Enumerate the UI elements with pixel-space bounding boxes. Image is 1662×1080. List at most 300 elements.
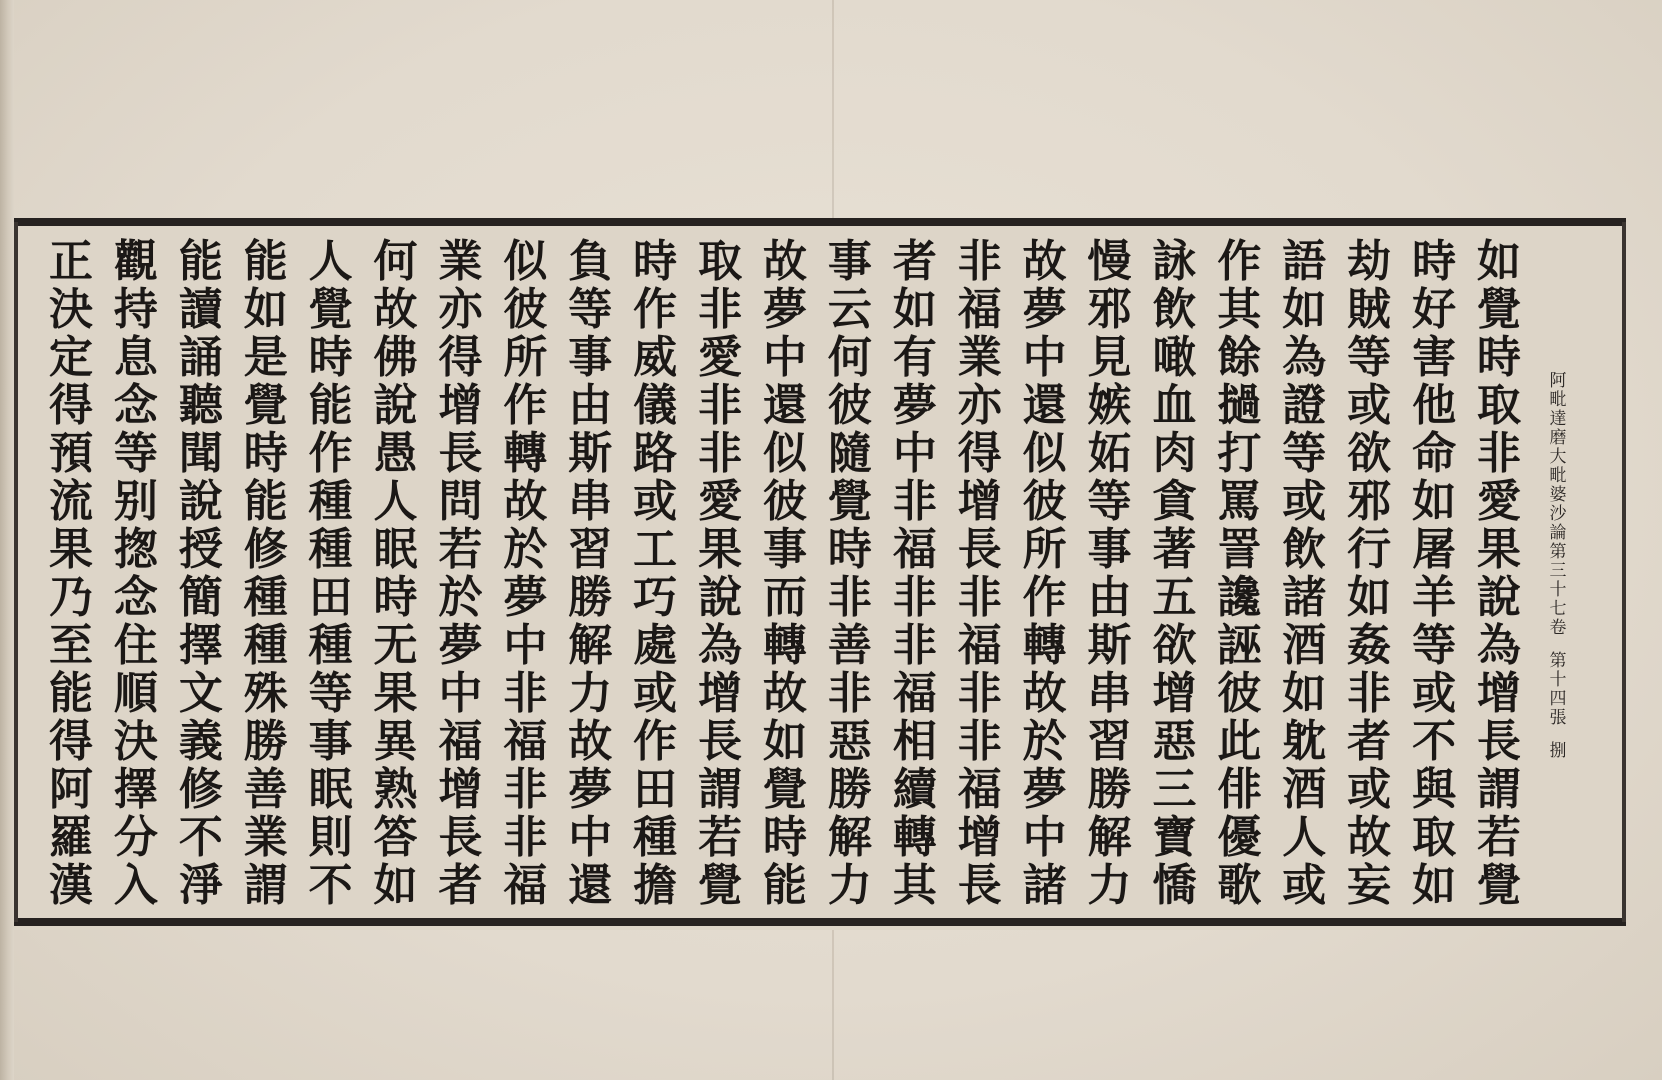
glyph: 串	[1087, 668, 1132, 719]
glyph: 酒	[1282, 764, 1327, 815]
glyph: 賊	[1347, 284, 1392, 335]
glyph: 種	[308, 476, 353, 527]
glyph: 三	[1152, 764, 1197, 815]
margin-glyph: 論	[1549, 523, 1567, 543]
glyph: 害	[1412, 332, 1457, 383]
glyph: 飲	[1152, 284, 1197, 335]
glyph: 非	[503, 668, 548, 719]
glyph: 得	[438, 332, 483, 383]
margin-title	[1538, 372, 1578, 761]
glyph: 命	[1412, 428, 1457, 479]
border-rule-left	[14, 222, 18, 922]
glyph: 佛	[373, 332, 418, 383]
glyph: 轉	[763, 620, 807, 671]
border-rule-right	[1622, 222, 1626, 922]
glyph: 聽	[178, 380, 223, 431]
glyph: 諸	[1022, 860, 1067, 911]
glyph: 故	[763, 668, 807, 719]
glyph: 覺	[308, 284, 353, 335]
glyph: 羅	[49, 812, 93, 863]
glyph: 增	[957, 476, 1002, 527]
glyph: 能	[763, 860, 807, 911]
glyph: 長	[438, 428, 483, 479]
glyph: 等	[1282, 428, 1327, 479]
glyph: 得	[49, 380, 93, 431]
glyph: 作	[308, 428, 353, 479]
glyph: 讒	[1217, 572, 1262, 623]
glyph: 飲	[1282, 524, 1327, 575]
glyph: 惡	[827, 716, 872, 767]
glyph: 嫉	[1087, 380, 1132, 431]
glyph: 如	[1412, 860, 1457, 911]
glyph: 定	[49, 332, 93, 383]
text-column	[949, 238, 1011, 910]
glyph: 非	[957, 572, 1002, 623]
glyph: 如	[892, 284, 937, 335]
glyph: 福	[957, 284, 1002, 335]
glyph: 勝	[827, 764, 872, 815]
glyph: 夢	[503, 572, 548, 623]
glyph: 非	[957, 668, 1002, 719]
text-column	[494, 238, 556, 910]
glyph: 轉	[892, 812, 937, 863]
glyph: 果	[373, 668, 418, 719]
glyph: 羊	[1412, 572, 1457, 623]
text-column	[1079, 238, 1141, 910]
margin-glyph: 第	[1549, 542, 1567, 562]
glyph: 非	[892, 572, 937, 623]
glyph: 五	[1152, 572, 1197, 623]
glyph: 血	[1152, 380, 1197, 431]
glyph: 慢	[1087, 236, 1132, 287]
glyph: 不	[1412, 716, 1457, 767]
glyph: 如	[1412, 476, 1457, 527]
glyph: 威	[633, 332, 678, 383]
text-column	[624, 238, 686, 910]
glyph: 諸	[1282, 572, 1327, 623]
glyph: 能	[243, 476, 288, 527]
glyph: 妄	[1347, 860, 1392, 911]
margin-glyph: 捌	[1549, 741, 1567, 761]
text-column	[1273, 238, 1335, 910]
glyph: 不	[178, 812, 223, 863]
text-columns	[40, 238, 1530, 910]
glyph: 者	[892, 236, 937, 287]
glyph: 寶	[1152, 812, 1197, 863]
glyph: 非	[892, 476, 937, 527]
glyph: 故	[763, 236, 807, 287]
glyph: 善	[827, 620, 872, 671]
glyph: 業	[243, 812, 288, 863]
glyph: 打	[1217, 428, 1262, 479]
glyph: 時	[633, 236, 678, 287]
glyph: 如	[1282, 668, 1327, 719]
glyph: 非	[503, 812, 548, 863]
glyph: 其	[892, 860, 937, 911]
glyph: 好	[1412, 284, 1457, 335]
text-column	[170, 238, 232, 910]
glyph: 中	[1022, 332, 1067, 383]
glyph: 長	[957, 860, 1002, 911]
glyph: 儀	[633, 380, 678, 431]
glyph: 說	[698, 572, 743, 623]
glyph: 故	[1347, 812, 1392, 863]
glyph: 於	[438, 572, 483, 623]
glyph: 增	[1477, 668, 1521, 719]
glyph: 或	[633, 668, 678, 719]
glyph: 見	[1087, 332, 1132, 383]
glyph: 殊	[243, 668, 288, 719]
glyph: 增	[698, 668, 743, 719]
glyph: 解	[1087, 812, 1132, 863]
glyph: 語	[1282, 236, 1327, 287]
glyph: 長	[957, 524, 1002, 575]
glyph: 能	[49, 668, 93, 719]
glyph: 屠	[1412, 524, 1457, 575]
glyph: 福	[503, 860, 548, 911]
glyph: 事	[1087, 524, 1132, 575]
glyph: 時	[763, 812, 807, 863]
glyph: 簡	[178, 572, 223, 623]
glyph: 邪	[1347, 476, 1392, 527]
glyph: 作	[633, 716, 678, 767]
glyph: 分	[113, 812, 158, 863]
margin-glyph: 第	[1549, 651, 1567, 671]
glyph: 念	[113, 572, 158, 623]
glyph: 福	[957, 620, 1002, 671]
glyph: 長	[698, 716, 743, 767]
glyph: 種	[243, 620, 288, 671]
text-column	[235, 238, 297, 910]
glyph: 彼	[827, 380, 872, 431]
glyph: 如	[243, 284, 288, 335]
glyph: 決	[113, 716, 158, 767]
glyph: 念	[113, 380, 158, 431]
text-column	[1468, 238, 1530, 910]
glyph: 入	[113, 860, 158, 911]
margin-mark	[1550, 742, 1567, 761]
glyph: 或	[1347, 764, 1392, 815]
glyph: 漢	[49, 860, 93, 911]
glyph: 亦	[957, 380, 1002, 431]
glyph: 或	[1412, 668, 1457, 719]
glyph: 著	[1152, 524, 1197, 575]
margin-volume	[1550, 543, 1567, 638]
glyph: 亦	[438, 284, 483, 335]
glyph: 果	[49, 524, 93, 575]
glyph: 何	[827, 332, 872, 383]
glyph: 力	[827, 860, 872, 911]
glyph: 此	[1217, 716, 1262, 767]
glyph: 其	[1217, 284, 1262, 335]
glyph: 如	[1282, 284, 1327, 335]
glyph: 路	[633, 428, 678, 479]
glyph: 續	[892, 764, 937, 815]
glyph: 覺	[1477, 284, 1521, 335]
text-column	[559, 238, 621, 910]
glyph: 作	[1022, 572, 1067, 623]
glyph: 事	[568, 332, 613, 383]
glyph: 若	[438, 524, 483, 575]
margin-glyph: 張	[1549, 708, 1567, 728]
glyph: 福	[892, 668, 937, 719]
glyph: 夢	[438, 620, 483, 671]
text-column	[300, 238, 362, 910]
glyph: 斯	[568, 428, 613, 479]
margin-glyph: 磨	[1549, 428, 1567, 448]
text-column	[884, 238, 946, 910]
glyph: 揔	[113, 524, 158, 575]
glyph: 是	[243, 332, 288, 383]
glyph: 異	[373, 716, 418, 767]
glyph: 順	[113, 668, 158, 719]
glyph: 欲	[1347, 428, 1392, 479]
margin-glyph: 毗	[1549, 390, 1567, 410]
glyph: 作	[1217, 236, 1262, 287]
glyph: 别	[113, 476, 158, 527]
glyph: 增	[957, 812, 1002, 863]
margin-glyph: 卷	[1549, 618, 1567, 638]
glyph: 果	[1477, 524, 1521, 575]
glyph: 巧	[633, 572, 678, 623]
glyph: 福	[957, 764, 1002, 815]
glyph: 非	[1477, 428, 1521, 479]
margin-glyph: 阿	[1549, 371, 1567, 391]
glyph: 夢	[568, 764, 613, 815]
margin-glyph: 毗	[1549, 466, 1567, 486]
text-column	[1403, 238, 1465, 910]
glyph: 故	[1022, 668, 1067, 719]
glyph: 時	[373, 572, 418, 623]
glyph: 謂	[698, 764, 743, 815]
glyph: 或	[1282, 476, 1327, 527]
glyph: 愛	[698, 476, 743, 527]
glyph: 時	[1477, 332, 1521, 383]
glyph: 至	[49, 620, 93, 671]
glyph: 種	[308, 620, 353, 671]
glyph: 非	[1347, 668, 1392, 719]
margin-glyph: 四	[1549, 689, 1567, 709]
text-column	[754, 238, 816, 910]
glyph: 取	[698, 236, 743, 287]
glyph: 習	[568, 524, 613, 575]
glyph: 還	[1022, 380, 1067, 431]
margin-glyph: 達	[1549, 409, 1567, 429]
glyph: 故	[568, 716, 613, 767]
glyph: 時	[243, 428, 288, 479]
glyph: 觀	[113, 236, 158, 287]
glyph: 授	[178, 524, 223, 575]
glyph: 誣	[1217, 620, 1262, 671]
glyph: 得	[49, 716, 93, 767]
glyph: 中	[892, 428, 937, 479]
glyph: 等	[1087, 476, 1132, 527]
glyph: 謂	[1477, 764, 1521, 815]
glyph: 非	[698, 284, 743, 335]
glyph: 與	[1412, 764, 1457, 815]
glyph: 彼	[1022, 476, 1067, 527]
glyph: 還	[568, 860, 613, 911]
glyph: 他	[1412, 380, 1457, 431]
glyph: 文	[178, 668, 223, 719]
glyph: 工	[633, 524, 678, 575]
glyph: 善	[243, 764, 288, 815]
glyph: 夢	[1022, 764, 1067, 815]
glyph: 證	[1282, 380, 1327, 431]
margin-work-title	[1550, 372, 1567, 543]
glyph: 還	[763, 380, 807, 431]
text-column	[1338, 238, 1400, 910]
glyph: 等	[1412, 620, 1457, 671]
glyph: 何	[373, 236, 418, 287]
glyph: 故	[503, 476, 548, 527]
glyph: 人	[1282, 812, 1327, 863]
glyph: 取	[1477, 380, 1521, 431]
glyph: 中	[438, 668, 483, 719]
glyph: 取	[1412, 812, 1457, 863]
glyph: 酒	[1282, 620, 1327, 671]
margin-glyph: 十	[1549, 580, 1567, 600]
glyph: 為	[1477, 620, 1521, 671]
glyph: 或	[633, 476, 678, 527]
glyph: 作	[633, 284, 678, 335]
glyph: 愛	[698, 332, 743, 383]
text-column	[365, 238, 427, 910]
glyph: 姦	[1347, 620, 1392, 671]
glyph: 正	[49, 236, 93, 287]
text-column	[819, 238, 881, 910]
glyph: 讀	[178, 284, 223, 335]
margin-glyph: 大	[1549, 447, 1567, 467]
glyph: 增	[438, 380, 483, 431]
glyph: 非	[698, 380, 743, 431]
glyph: 淨	[178, 860, 223, 911]
glyph: 轉	[503, 428, 548, 479]
glyph: 夢	[763, 284, 807, 335]
border-rule-top	[14, 218, 1626, 226]
glyph: 增	[1152, 668, 1197, 719]
glyph: 眠	[308, 764, 353, 815]
glyph: 愚	[373, 428, 418, 479]
glyph: 田	[308, 572, 353, 623]
glyph: 貪	[1152, 476, 1197, 527]
glyph: 種	[308, 524, 353, 575]
text-column	[429, 238, 491, 910]
glyph: 故	[1022, 236, 1067, 287]
glyph: 斯	[1087, 620, 1132, 671]
glyph: 詈	[1217, 524, 1262, 575]
glyph: 中	[1022, 812, 1067, 863]
glyph: 肉	[1152, 428, 1197, 479]
glyph: 中	[503, 620, 548, 671]
margin-glyph: 七	[1549, 599, 1567, 619]
glyph: 力	[1087, 860, 1132, 911]
glyph: 如	[1347, 572, 1392, 623]
glyph: 則	[308, 812, 353, 863]
glyph: 而	[763, 572, 807, 623]
glyph: 福	[438, 716, 483, 767]
glyph: 持	[113, 284, 158, 335]
glyph: 非	[827, 572, 872, 623]
glyph: 能	[178, 236, 223, 287]
glyph: 愛	[1477, 476, 1521, 527]
glyph: 轉	[1022, 620, 1067, 671]
glyph: 優	[1217, 812, 1262, 863]
glyph: 相	[892, 716, 937, 767]
glyph: 非	[957, 236, 1002, 287]
border-rule-bottom	[14, 918, 1626, 926]
glyph: 人	[373, 476, 418, 527]
glyph: 息	[113, 332, 158, 383]
glyph: 若	[1477, 812, 1521, 863]
glyph: 等	[113, 428, 158, 479]
glyph: 所	[503, 332, 548, 383]
text-column	[689, 238, 751, 910]
glyph: 解	[568, 620, 613, 671]
glyph: 如	[373, 860, 418, 911]
text-column	[105, 238, 167, 910]
glyph: 能	[243, 236, 288, 287]
glyph: 問	[438, 476, 483, 527]
glyph: 決	[49, 284, 93, 335]
glyph: 擔	[633, 860, 678, 911]
glyph: 邪	[1087, 284, 1132, 335]
glyph: 說	[1477, 572, 1521, 623]
glyph: 修	[243, 524, 288, 575]
glyph: 事	[763, 524, 807, 575]
glyph: 負	[568, 236, 613, 287]
glyph: 非	[827, 668, 872, 719]
glyph: 義	[178, 716, 223, 767]
glyph: 或	[1282, 860, 1327, 911]
glyph: 預	[49, 428, 93, 479]
glyph: 夢	[1022, 284, 1067, 335]
glyph: 種	[633, 812, 678, 863]
glyph: 餘	[1217, 332, 1262, 383]
glyph: 眠	[373, 524, 418, 575]
glyph: 長	[1477, 716, 1521, 767]
glyph: 覺	[1477, 860, 1521, 911]
glyph: 等	[1347, 332, 1392, 383]
glyph: 撾	[1217, 380, 1262, 431]
glyph: 非	[698, 428, 743, 479]
glyph: 者	[1347, 716, 1392, 767]
glyph: 福	[892, 524, 937, 575]
glyph: 覺	[827, 476, 872, 527]
glyph: 乃	[49, 572, 93, 623]
glyph: 田	[633, 764, 678, 815]
text-column	[40, 238, 102, 910]
glyph: 似	[763, 428, 807, 479]
glyph: 住	[113, 620, 158, 671]
glyph: 中	[763, 332, 807, 383]
glyph: 得	[957, 428, 1002, 479]
glyph: 无	[373, 620, 418, 671]
glyph: 不	[308, 860, 353, 911]
glyph: 擇	[178, 620, 223, 671]
glyph: 為	[698, 620, 743, 671]
glyph: 覺	[763, 764, 807, 815]
glyph: 如	[763, 716, 807, 767]
glyph: 勝	[568, 572, 613, 623]
glyph: 妬	[1087, 428, 1132, 479]
glyph: 時	[827, 524, 872, 575]
glyph: 隨	[827, 428, 872, 479]
glyph: 彼	[503, 284, 548, 335]
glyph: 流	[49, 476, 93, 527]
glyph: 事	[308, 716, 353, 767]
margin-glyph: 十	[1549, 670, 1567, 690]
